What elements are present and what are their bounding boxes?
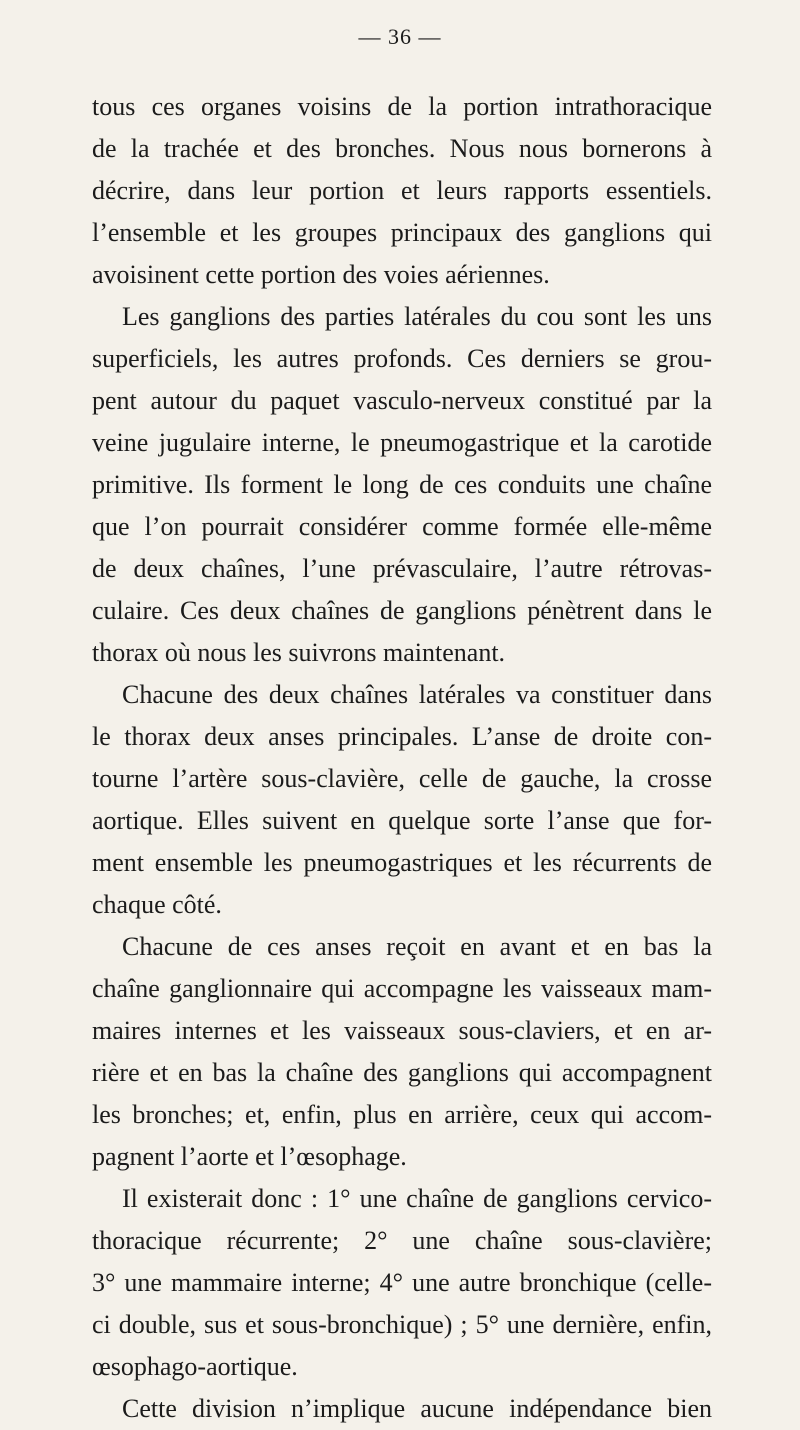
text-line: Les ganglions des parties latérales du cou sont les uns [122,302,712,331]
text-line: ment ensemble les pneumogastriques et les récurrents de [92,848,712,877]
text-line: 3° une mammaire interne; 4° une autre bronchique (celle- [92,1268,712,1297]
text-line: pent autour du paquet vasculo-nerveux constitué par la [92,386,712,415]
text-line: Il existerait donc : 1° une chaîne de ganglions cervico- [122,1184,712,1213]
body-text [92,86,712,1430]
text-line: ci double, sus et sous-bronchique) ; 5° une dernière, enfin, [92,1310,712,1339]
text-line: chaque côté. [92,890,222,919]
text-line: Chacune de ces anses reçoit en avant et en bas la [122,932,712,961]
text-line: pagnent l’aorte et l’œsophage. [92,1142,407,1171]
page-number: — 36 — [358,24,442,49]
text-line: aortique. Elles suivent en quelque sorte l’anse que for- [92,806,712,835]
text-line: de la trachée et des bronches. Nous nous bornerons à [92,134,712,163]
text-line: rière et en bas la chaîne des ganglions qui accompagnent [92,1058,712,1087]
text-line: les bronches; et, enfin, plus en arrière, ceux qui accom- [92,1100,712,1129]
text-line: superficiels, les autres profonds. Ces derniers se grou- [92,344,712,373]
text-line: veine jugulaire interne, le pneumogastrique et la carotide [92,428,712,457]
text-line: décrire, dans leur portion et leurs rapports essentiels. [92,176,712,205]
text-line: que l’on pourrait considérer comme formée elle-même [92,512,712,541]
text-line: l’ensemble et les groupes principaux des ganglions qui [92,218,712,247]
text-line: tourne l’artère sous-clavière, celle de gauche, la crosse [92,764,712,793]
text-line: thoracique récurrente; 2° une chaîne sous-clavière; [92,1226,712,1255]
text-line: primitive. Ils forment le long de ces conduits une chaîne [92,470,712,499]
text-line: Cette division n’implique aucune indépendance bien [122,1394,712,1423]
text-line: avoisinent cette portion des voies aériennes. [92,260,550,289]
text-line: thorax où nous les suivrons maintenant. [92,638,506,667]
text-line: de deux chaînes, l’une prévasculaire, l’autre rétrovas- [92,554,712,583]
text-line: maires internes et les vaisseaux sous-claviers, et en ar- [92,1016,712,1045]
text-line: chaîne ganglionnaire qui accompagne les vaisseaux mam- [92,974,712,1003]
text-line: œsophago-aortique. [92,1352,298,1381]
text-line: Chacune des deux chaînes latérales va constituer dans [122,680,712,709]
text-line: culaire. Ces deux chaînes de ganglions pénètrent dans le [92,596,712,625]
text-line: tous ces organes voisins de la portion intrathoracique [92,92,712,121]
text-line: le thorax deux anses principales. L’anse de droite con- [92,722,712,751]
